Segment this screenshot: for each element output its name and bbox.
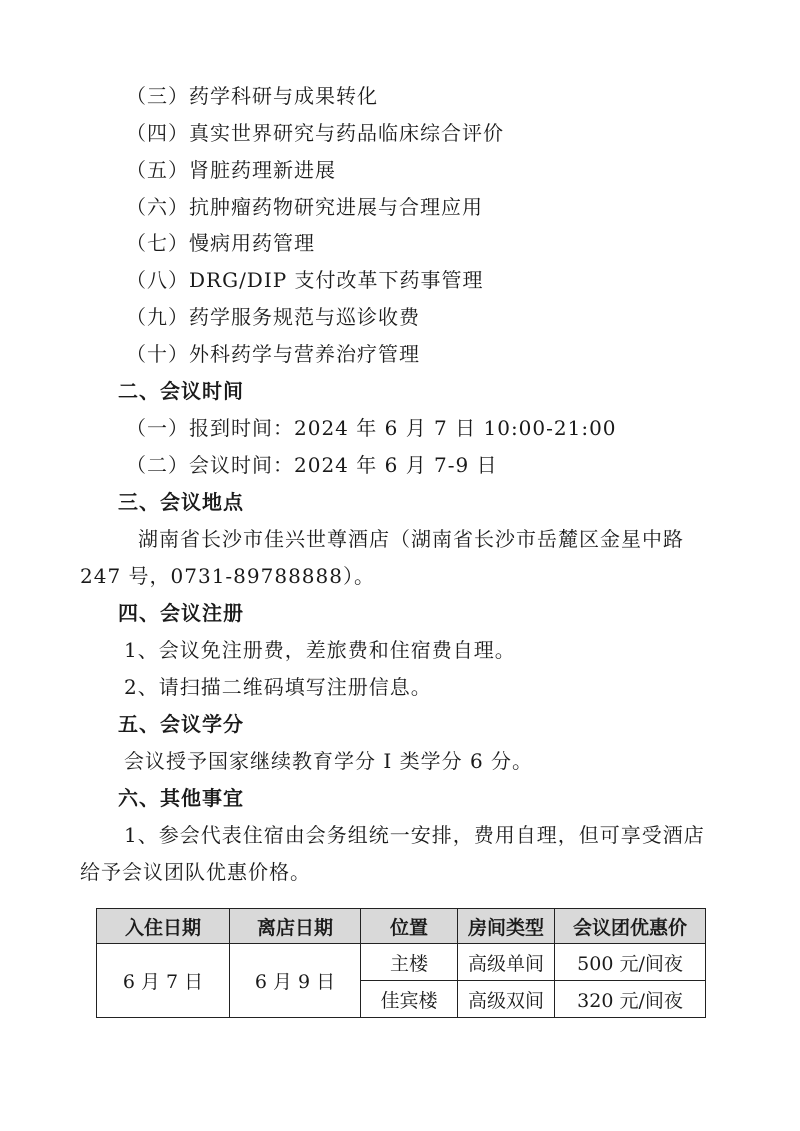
cell-checkout-date: 6 月 9 日 xyxy=(230,944,361,1018)
registration-line-2: 2、请扫描二维码填写注册信息。 xyxy=(124,675,432,699)
topic-7: （七）慢病用药管理 xyxy=(126,231,315,255)
meeting-time: （二）会议时间：2024 年 6 月 7-9 日 xyxy=(126,453,498,477)
registration-line-1: 1、会议免注册费，差旅费和住宿费自理。 xyxy=(124,638,516,662)
cell-checkin-date: 6 月 7 日 xyxy=(97,944,230,1018)
table-row xyxy=(97,944,706,981)
section-heading-other: 六、其他事宜 xyxy=(118,786,244,810)
header-location: 位置 xyxy=(361,909,458,944)
cell-price: 320 元/间夜 xyxy=(555,981,706,1018)
checkin-time: （一）报到时间：2024 年 6 月 7 日 10:00-21:00 xyxy=(126,416,617,440)
other-line-2: 给予会议团队优惠价格。 xyxy=(80,860,311,884)
section-heading-time: 二、会议时间 xyxy=(118,379,244,403)
header-room-type: 房间类型 xyxy=(458,909,555,944)
topic-9: （九）药学服务规范与巡诊收费 xyxy=(126,305,420,329)
topic-5: （五）肾脏药理新进展 xyxy=(126,158,336,182)
section-heading-venue: 三、会议地点 xyxy=(118,490,244,514)
venue-line-2: 247 号，0731-89788888）。 xyxy=(80,564,375,588)
header-checkin: 入住日期 xyxy=(97,909,230,944)
header-checkout: 离店日期 xyxy=(230,909,361,944)
credit-line: 会议授予国家继续教育学分 I 类学分 6 分。 xyxy=(124,749,534,773)
cell-room-type: 高级双间 xyxy=(458,981,555,1018)
section-heading-registration: 四、会议注册 xyxy=(118,601,244,625)
other-line-1: 1、参会代表住宿由会务组统一安排，费用自理，但可享受酒店 xyxy=(124,823,705,847)
section-heading-credit: 五、会议学分 xyxy=(118,712,244,736)
topic-10: （十）外科药学与营养治疗管理 xyxy=(126,342,420,366)
venue-line-1: 湖南省长沙市佳兴世尊酒店（湖南省长沙市岳麓区金星中路 xyxy=(138,527,684,551)
hotel-price-table xyxy=(96,908,706,1018)
topic-6: （六）抗肿瘤药物研究进展与合理应用 xyxy=(126,195,483,219)
cell-room-type: 高级单间 xyxy=(458,944,555,981)
cell-price: 500 元/间夜 xyxy=(555,944,706,981)
table-header-row xyxy=(97,909,706,944)
cell-location: 佳宾楼 xyxy=(361,981,458,1018)
topic-3: （三）药学科研与成果转化 xyxy=(126,84,378,108)
topic-8: （八）DRG/DIP 支付改革下药事管理 xyxy=(126,268,484,292)
header-price: 会议团优惠价 xyxy=(555,909,706,944)
cell-location: 主楼 xyxy=(361,944,458,981)
topic-4: （四）真实世界研究与药品临床综合评价 xyxy=(126,121,504,145)
